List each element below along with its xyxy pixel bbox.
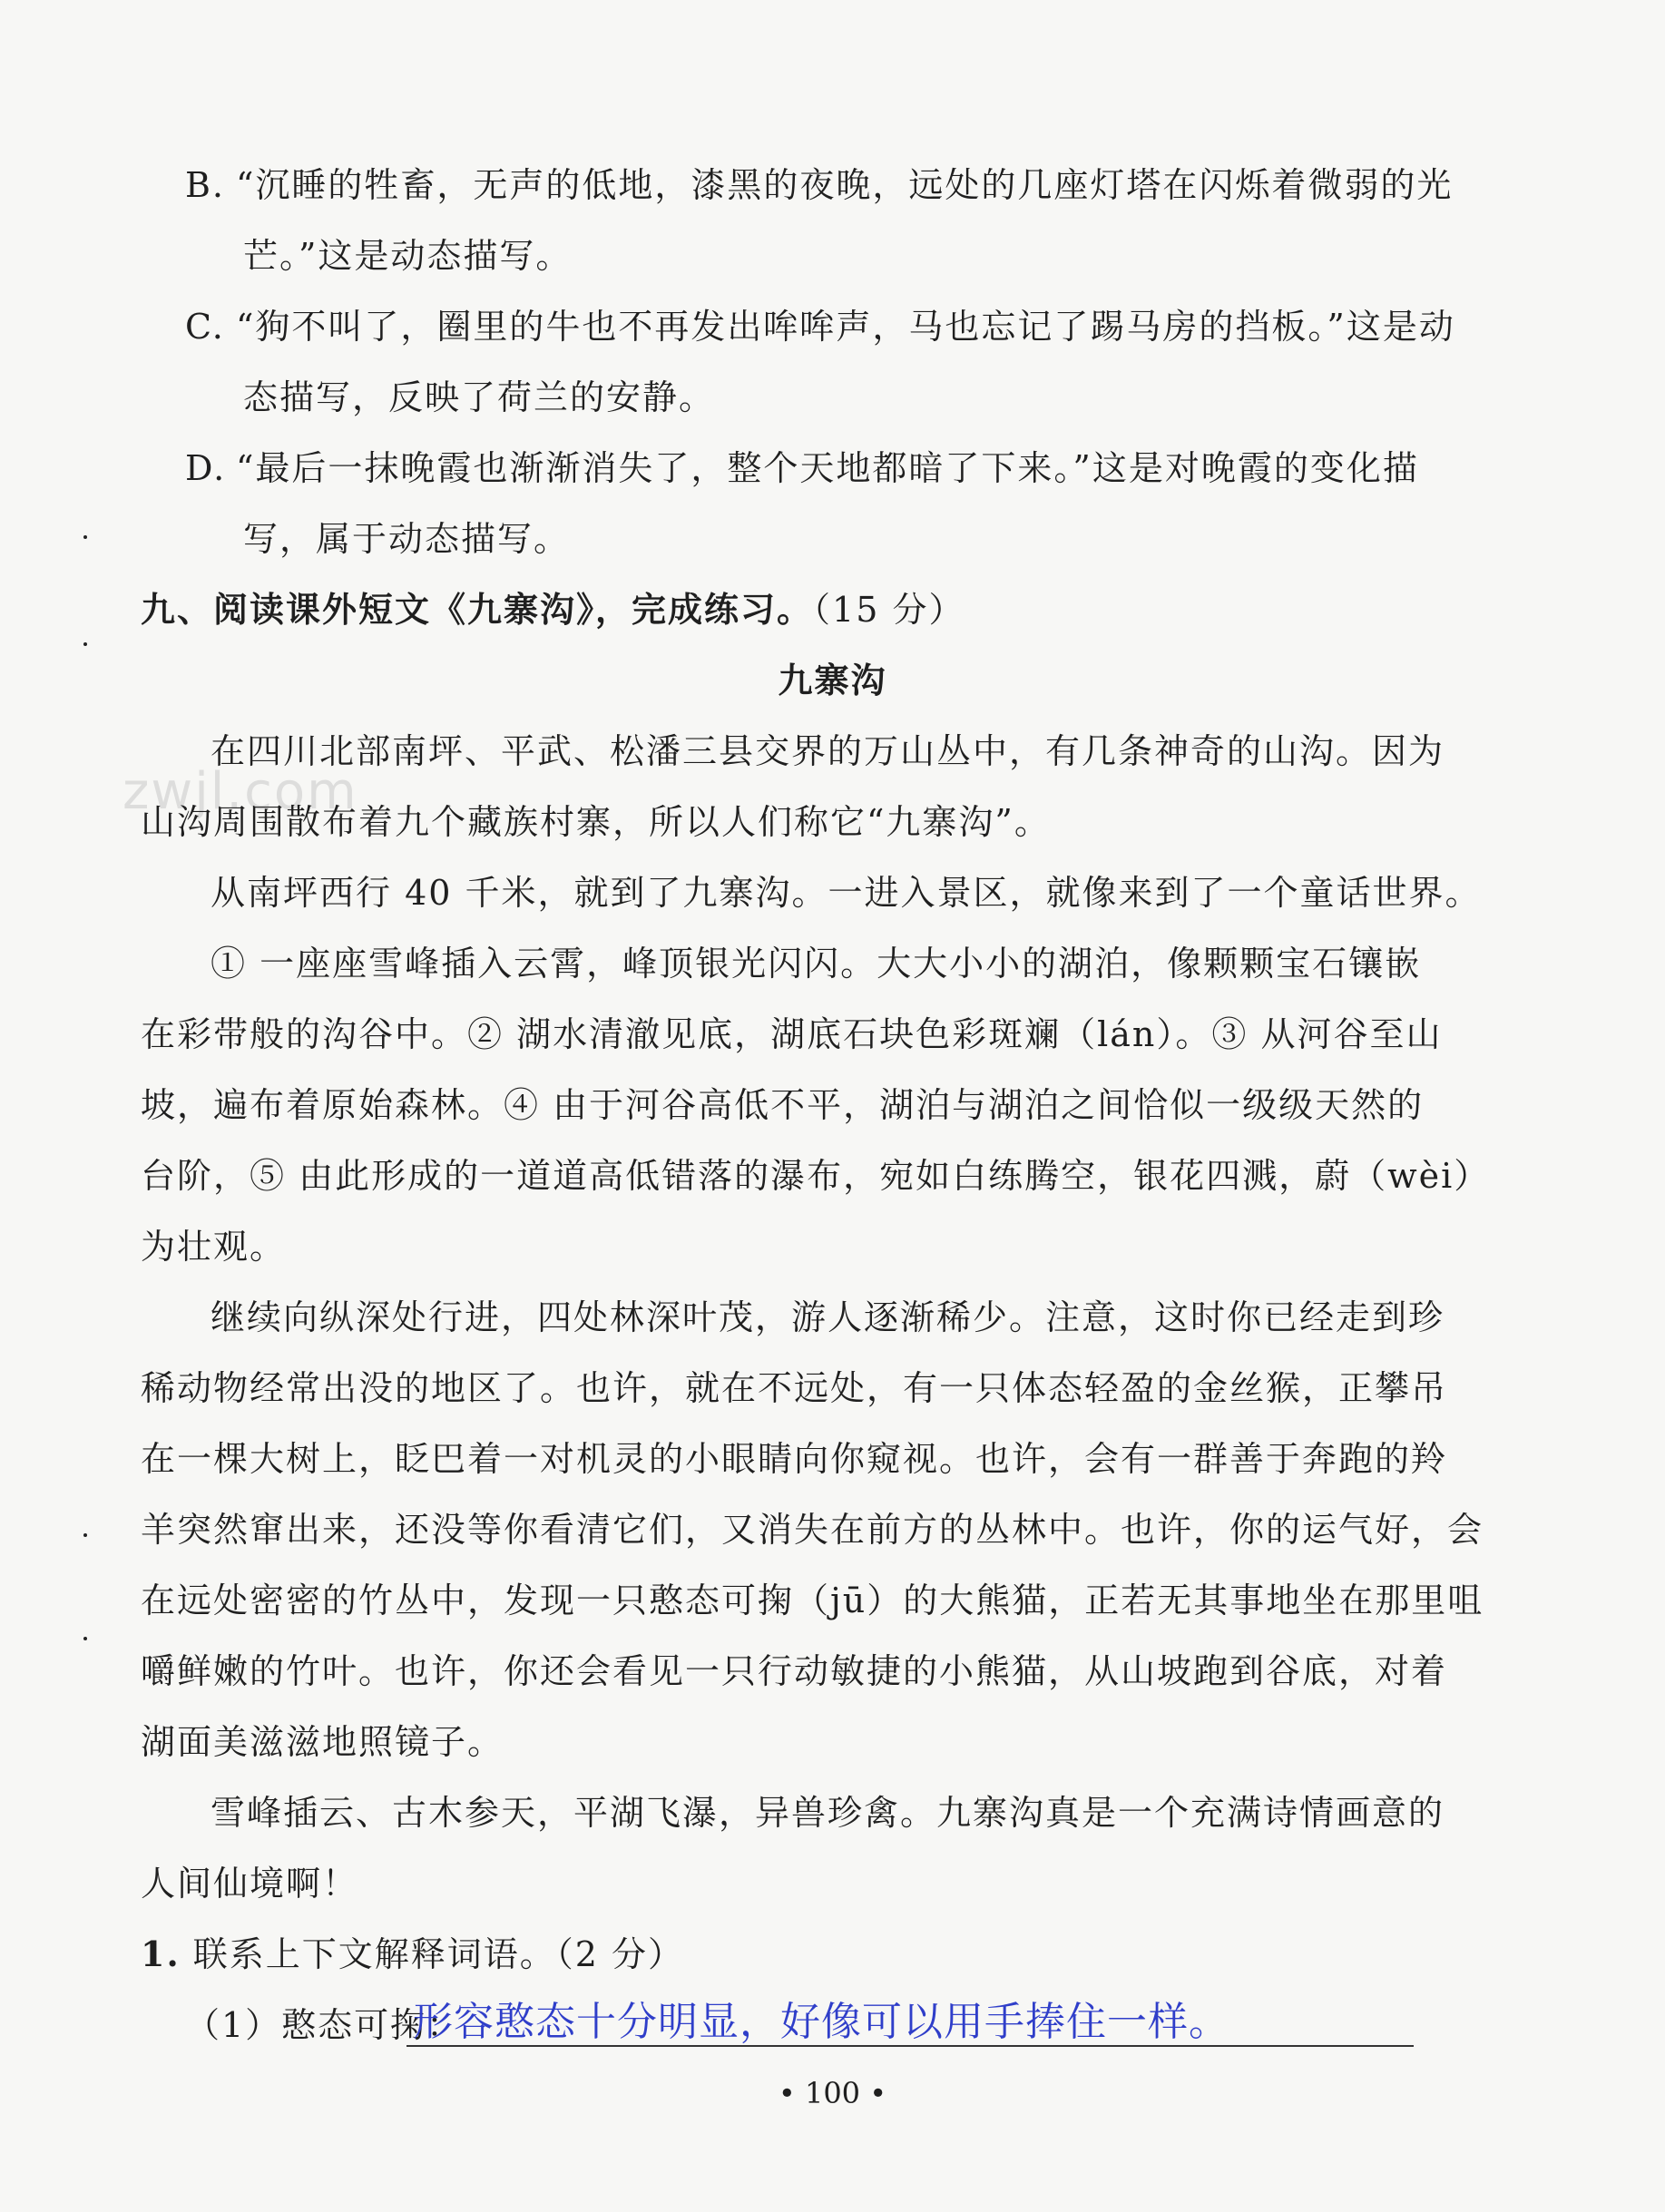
passage-line: 在彩带般的沟谷中。② 湖水清澈见底，湖底石块色彩斑斓（lán）。③ 从河谷至山 bbox=[141, 1014, 1443, 1054]
passage-line: 台阶，⑤ 由此形成的一道道高低错落的瀑布，宛如白练腾空，银花四溅，蔚（wèi） bbox=[141, 1156, 1491, 1196]
passage-line: 坡，遍布着原始森林。④ 由于河谷高低不平，湖泊与湖泊之间恰似一级级天然的 bbox=[141, 1085, 1425, 1125]
option-b-line1 bbox=[185, 163, 1453, 207]
margin-mark bbox=[83, 642, 87, 646]
section-heading-text: 九、阅读课外短文《九寨沟》，完成练习。 bbox=[141, 590, 814, 630]
margin-mark bbox=[83, 1637, 87, 1640]
option-d-label: D. bbox=[185, 448, 227, 488]
passage-line: 人间仙境啊！ bbox=[141, 1864, 359, 1904]
passage-line: 嚼鲜嫩的竹叶。也许，你还会看见一只行动敏捷的小熊猫，从山坡跑到谷底，对着 bbox=[141, 1651, 1448, 1691]
passage-line: 继续向纵深处行进，四处林深叶茂，游人逐渐稀少。注意，这时你已经走到珍 bbox=[211, 1297, 1445, 1337]
passage-title: 九寨沟 bbox=[778, 661, 887, 700]
handwritten-answer: 形容憨态十分明显，好像可以用手捧住一样。 bbox=[413, 1999, 1229, 2045]
passage-line: 为壮观。 bbox=[141, 1227, 287, 1267]
section-score: （15 分） bbox=[813, 590, 965, 630]
passage-line: ① 一座座雪峰插入云霄，峰顶银光闪闪。大大小小的湖泊，像颗颗宝石镶嵌 bbox=[211, 944, 1422, 984]
question-1 bbox=[141, 1933, 684, 1976]
option-d-line2: 写，属于动态描写。 bbox=[243, 519, 571, 559]
watermark: zwjl.com bbox=[122, 762, 358, 821]
option-c-label: C. bbox=[185, 307, 225, 347]
answer-underline bbox=[406, 2045, 1414, 2047]
option-c-text: “狗不叫了，圈里的牛也不再发出哞哞声，马也忘记了踢马房的挡板。”这是动 bbox=[236, 307, 1455, 347]
option-c-line2: 态描写，反映了荷兰的安静。 bbox=[243, 377, 716, 417]
passage-line: 山沟周围散布着九个藏族村寨，所以人们称它“九寨沟”。 bbox=[141, 802, 1051, 842]
passage-line: 湖面美滋滋地照镜子。 bbox=[141, 1722, 504, 1762]
margin-mark bbox=[83, 1533, 87, 1537]
option-d-line1 bbox=[185, 446, 1419, 490]
question-number: 1. bbox=[141, 1933, 181, 1974]
option-b-text: “沉睡的牲畜，无声的低地，漆黑的夜晚，远处的几座灯塔在闪烁着微弱的光 bbox=[236, 165, 1454, 205]
passage-line: 雪峰插云、古木参天，平湖飞瀑，异兽珍禽。九寨沟真是一个充满诗情画意的 bbox=[211, 1793, 1445, 1833]
option-b-line2: 芒。”这是动态描写。 bbox=[243, 236, 573, 276]
option-d-text: “最后一抹晚霞也渐渐消失了，整个天地都暗了下来。”这是对晚霞的变化描 bbox=[236, 448, 1419, 488]
sub-question-label: （1）憨态可掬： bbox=[185, 2005, 464, 2045]
option-b-label: B. bbox=[185, 165, 226, 205]
passage-line: 羊突然窜出来，还没等你看清它们，又消失在前方的丛林中。也许，你的运气好，会 bbox=[141, 1510, 1484, 1550]
passage-line: 在四川北部南坪、平武、松潘三县交界的万山丛中，有几条神奇的山沟。因为 bbox=[211, 731, 1445, 771]
question-text: 联系上下文解释词语。（2 分） bbox=[192, 1934, 685, 1974]
passage-line: 稀动物经常出没的地区了。也许，就在不远处，有一只体态轻盈的金丝猴，正攀吊 bbox=[141, 1368, 1448, 1408]
passage-line: 在远处密密的竹丛中，发现一只憨态可掬（jū）的大熊猫，正若无其事地坐在那里咀 bbox=[141, 1581, 1484, 1620]
passage-line: 在一棵大树上，眨巴着一对机灵的小眼睛向你窥视。也许，会有一群善于奔跑的羚 bbox=[141, 1439, 1448, 1479]
option-c-line1 bbox=[185, 305, 1455, 348]
section-heading bbox=[141, 588, 965, 631]
margin-mark bbox=[83, 535, 87, 539]
page-number: • 100 • bbox=[778, 2076, 887, 2110]
passage-line: 从南坪西行 40 千米，就到了九寨沟。一进入景区，就像来到了一个童话世界。 bbox=[211, 873, 1482, 913]
